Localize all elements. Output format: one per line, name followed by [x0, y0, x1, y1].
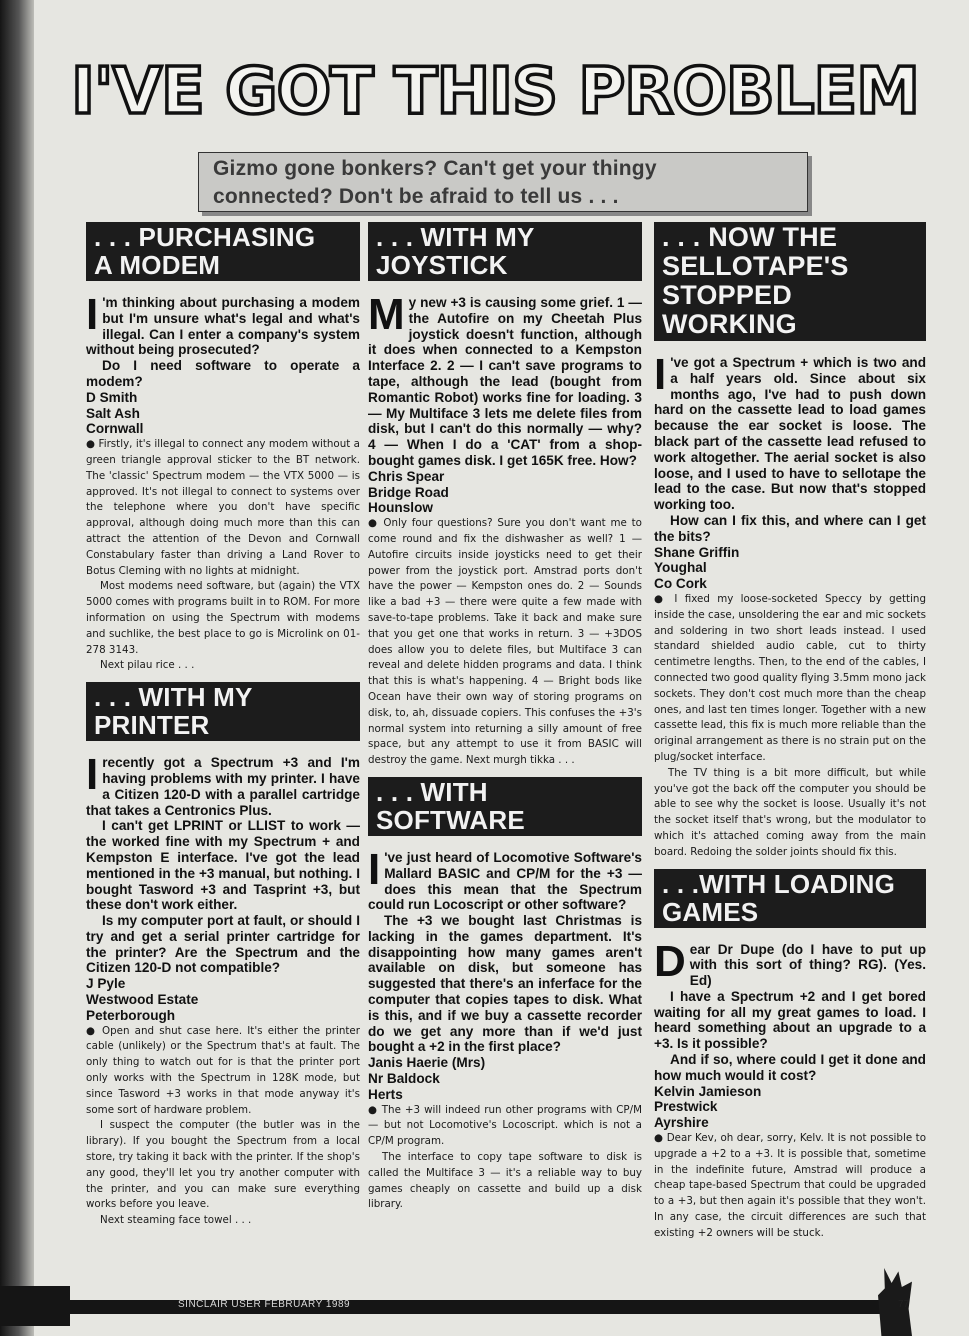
signature-place: Nr Baldock [368, 1071, 440, 1087]
section-head-printer [86, 682, 360, 741]
question-text: ear Dr Dupe (do I have to put up with this sort of thing? RG). (Yes. Ed) [689, 941, 926, 989]
subtitle-line-2: connected? Don't be afraid to tell us . . . [213, 185, 619, 208]
signature-county: Peterborough [86, 1007, 176, 1023]
drop-cap: I [368, 844, 381, 894]
subtitle-box [198, 152, 808, 212]
head-line: JOYSTICK [376, 250, 508, 280]
head-line: . . .WITH LOADING [662, 868, 896, 899]
subtitle-line-1: Gizmo gone bonkers? Can't get your thingy [213, 157, 657, 180]
section-head-loading [654, 869, 926, 928]
signature-name: D Smith [86, 389, 138, 405]
head-line: SOFTWARE [376, 804, 525, 835]
column-3 [654, 222, 926, 1242]
head-line: PRINTER [94, 710, 210, 741]
section-head-joystick [368, 222, 642, 281]
question-joystick [368, 290, 642, 469]
question-text: 've just heard of Locomotive Software's Mallard BASIC and CP/M for the +3 — does this mean that the Spectrum could run Locoscript or other software? [368, 849, 642, 913]
answer-loading: ● Dear Kev, oh dear, sorry, Kelv. It is not possible to upgrade a +2 to a +3. It is possible that, sometime in the indefinite future, Amstrad will produce a cheap tape-based Spectrum that could be upgraded to a +3, but then again it's possible that they won't. In any case, the circuit differences are such that existing +2 owners will be stuck. [654, 1132, 926, 1239]
signature-place: Bridge Road [368, 484, 449, 500]
drop-cap: M [368, 290, 405, 339]
drop-cap: I [86, 750, 99, 800]
question-loading-3: And if so, where could I get it done and how much would it cost? [654, 1052, 926, 1083]
drop-cap: D [654, 936, 686, 986]
head-line: GAMES [662, 896, 759, 927]
signature-county: Co Cork [654, 576, 707, 592]
answer-printer: ● Open and shut case here. It's either the printer cable (unlikely) or the Spectrum that's at fault. The only thing to watch out for is that the printer port only works with the Spectrum in 128K mode, but since Tasword +3 works in that mode anyway it's some sort of hardware problem. [86, 1024, 360, 1116]
question-text: 've got a Spectrum + which is two and a half years old. Since about six months ago, I've had to push down hard on the cassette lead to load games because the ear socket is loose. The black part of the cassette lead refused to work altogether. The aerial socket is also loose, and I used to have to sellotape the lead to the case. But now that's stopped working too. [654, 355, 926, 513]
head-line: . . . PURCHASING [94, 222, 316, 252]
section-head-software [368, 777, 642, 836]
question-modem [86, 290, 360, 358]
column-1 [86, 222, 360, 1229]
footer-text: SINCLAIR USER FEBRUARY 1989 [178, 1299, 351, 1310]
question-modem-2: Do I need software to operate a modem? [86, 358, 360, 389]
question-software [368, 844, 642, 913]
answer-modem: ● Firstly, it's illegal to connect any modem without a green triangle approval sticker to the BT network. The 'classic' Spectrum modem — the VTX 5000 — is approved. It's not illegal to connect to systems over the telephone where you don't have specific approval, although doing much more than this can attract the attention of the Devon and Cornwall Constabulary faster than driving a Land Rover to Botus Cleming with no lights at midnight. [86, 438, 360, 577]
answer-modem-2: Most modems need software, but (again) the VTX 5000 comes with programs built in to ROM. For more information on using the Spectrum with modems and suchlike, the best place to go is Microlink on 01-278 3143. [86, 580, 360, 656]
footer-strip [0, 1300, 880, 1314]
section-head-modem [86, 222, 360, 281]
question-text: y new +3 is causing some grief. 1 — the Autofire on my Cheetah Plus joystick doesn't function, although it does when connected to a Kempston Interface 2. 2 — I can't save programs to tape, although the lead (bought from Romantic Robot) works fine for loading. 3 — My Multiface 3 lets me delete files from disk, but I can't do this normally — why? 4 — When I do a 'CAT' from a shop-bought games disk. I get 165K free. How? [368, 295, 642, 468]
column-2 [368, 222, 642, 1213]
signature-county: Ayrshire [654, 1115, 709, 1131]
signature-county: Cornwall [86, 421, 144, 437]
signature-place: Salt Ash [86, 405, 140, 421]
head-line: STOPPED [662, 280, 792, 310]
page-number: 77 [898, 1299, 910, 1310]
question-loading-2: I have a Spectrum +2 and I get bored waiting for all my great games to load. I heard something about an upgrade to a +3. Is it possible? [654, 988, 926, 1052]
head-line: SELLOTAPE'S [662, 251, 849, 281]
question-printer-3: Is my computer port at fault, or should I try and get a serial printer cartridge for the printer? Are the Spectrum and the Citizen 120-D not compatible? [86, 913, 360, 976]
drop-cap: I [86, 290, 99, 339]
signature-county: Hounslow [368, 500, 433, 516]
signature-name: J Pyle [86, 976, 126, 992]
head-line: . . . WITH MY [376, 222, 535, 252]
question-software-2: The +3 we bought last Christmas is lacking in the games department. It's disappointing how many games aren't available on disk, but someone has suggested that there's an inferface for the computer that copies tapes to disk. What is this, and if we buy a cassette recorder do we get any more than if we'd just bought a +2 in the first place? [368, 913, 642, 1055]
answer-printer-3: Next steaming face towel . . . [100, 1214, 252, 1227]
drop-cap: I [654, 350, 667, 399]
question-text: 'm thinking about purchasing a modem but I'm unsure what's legal and what's illegal. Can I enter a company's system without being prosecuted? [86, 295, 360, 358]
answer-modem-3: Next pilau rice . . . [100, 659, 195, 672]
signature-place: Prestwick [654, 1099, 718, 1115]
answer-joystick: ● Only four questions? Sure you don't want me to come round and fix the dishwasher as well? 1 — Autofire circuits inside joysticks need to get their power from the joystick port. Amstrad ports don't have the power — Kempston ones do. 2 — Sounds like a bad +3 — there were quite a few made with save-to-tape problems. Take it back and make sure that you get one that works in return. 3 — +3DOS does allow you to delete files, but Multiface 3 can reveal and delete hidden programs and data. I think that this is what's happening. 4 — Bright bods like Ocean have their own way of storing programs on disk, to, ah, dissuade copiers. This confuses the +3's normal system into returning a silly amount of free space, but any attempt to use it from BASIC will destroy the game. Next murgh tikka . . . [368, 517, 642, 767]
section-head-sellotape [654, 222, 926, 341]
signature-name: Kelvin Jamieson [654, 1083, 762, 1099]
question-sellotape [654, 350, 926, 513]
signature-place: Youghal [654, 560, 707, 576]
page-spine [0, 0, 34, 1336]
head-line: WORKING [662, 309, 797, 339]
answer-software: ● The +3 will indeed run other programs with CP/M — but not Locomotive's Locoscript. which is not a CP/M program. [368, 1103, 642, 1148]
signature-name: Janis Haerie (Mrs) [368, 1055, 486, 1071]
question-printer-2: I can't get LPRINT or LLIST to work — the worked fine with my Spectrum + and Kempston E interface. I've got the lead mentioned in the +3 manual, but nothing. I bought Tasword +3 and Tasprint +3, but these don't work either. [86, 818, 360, 913]
page-title: I'VE GOT THIS PROBLEM [71, 55, 919, 129]
question-printer [86, 750, 360, 818]
head-line: . . . NOW THE [662, 222, 838, 252]
question-loading [654, 936, 926, 989]
head-line: . . . WITH MY [94, 682, 253, 713]
question-text: recently got a Spectrum +3 and I'm having problems with my printer. I have a Citizen 120-D with a parallel cartridge that takes a Centronics Plus. [86, 755, 360, 818]
answer-software-2: The interface to copy tape software to disk is called the Multiface 3 — it's a reliable way to buy games cheaply on cassette and build up a disk library. [368, 1151, 642, 1211]
question-sellotape-2: How can I fix this, and where can I get the bits? [654, 512, 926, 544]
answer-sellotape-2: The TV thing is a bit more difficult, but while you've got the back off the computer you should be able to see why the socket is loose. Usually it's not the socket itself that's wrong, but the modulator to which it's attached coming away from the main board. Redoing the solder joints should fix this. [654, 766, 926, 858]
answer-printer-2: I suspect the computer (the butler was in the library). If you bought the Spectrum from a local store, try taking it back with the printer. If the shop's any good, they'll let you try another computer with the printer, and you can make sure everything works before you leave. [86, 1119, 360, 1211]
signature-place: Westwood Estate [86, 992, 199, 1008]
signature-name: Shane Griffin [654, 544, 740, 560]
signature-name: Chris Spear [368, 468, 445, 484]
head-line: . . . WITH [376, 776, 488, 807]
signature-county: Herts [368, 1086, 403, 1102]
head-line: A MODEM [94, 250, 221, 280]
answer-sellotape: ● I fixed my loose-socketed Speccy by getting inside the case, unsoldering the ear and mic sockets and soldering in two short leads instead. I used standard shielded audio cable, cut to thirty centimetre lengths. Then, to the end of the cables, I connected two good quality flying 3.5mm mono jack sockets. They don't cost much more than the cheap ones, and last ten times longer. Together with a new cassette lead, this fix is much more reliable than the original arrangement as there is no strain put on the plug/socket interface. [654, 592, 926, 763]
